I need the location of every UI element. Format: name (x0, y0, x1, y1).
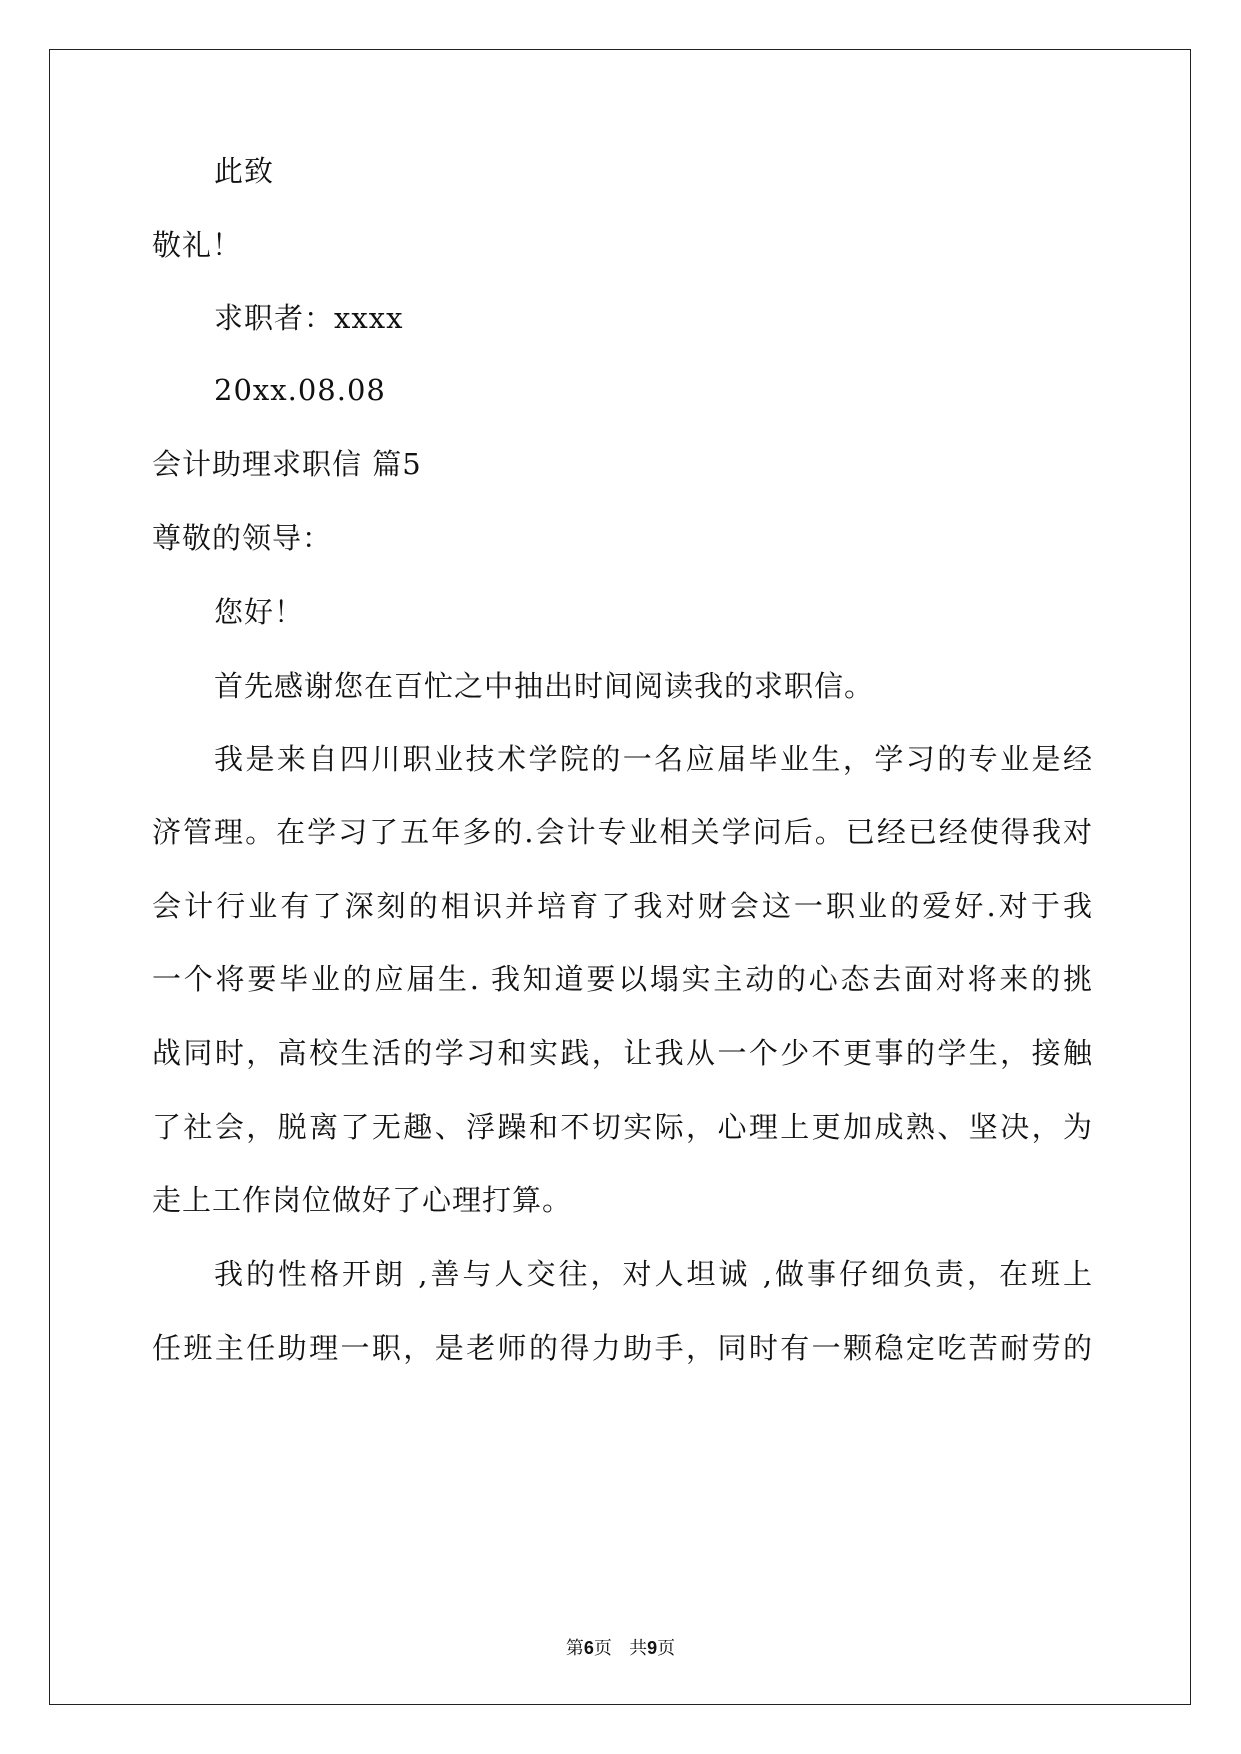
page-current: 6 (583, 1638, 594, 1658)
paragraph-2-line: 会计行业有了深刻的相识并培育了我对财会这一职业的爱好.对于我 (152, 889, 1092, 923)
page-prefix: 第 (565, 1638, 584, 1659)
section-heading: 会计助理求职信 篇5 (152, 447, 422, 481)
closing-line-1: 此致 (214, 154, 275, 188)
page-total: 9 (647, 1638, 658, 1658)
paragraph-2-line: 我是来自四川职业技术学院的一名应届毕业生，学习的专业是经 (214, 742, 1092, 776)
greeting: 您好！ (214, 595, 305, 629)
closing-line-2: 敬礼！ (152, 228, 243, 262)
page-footer (0, 1636, 1241, 1661)
paragraph-1: 首先感谢您在百忙之中抽出时间阅读我的求职信。 (214, 669, 875, 703)
paragraph-3-line: 任班主任助理一职，是老师的得力助手，同时有一颗稳定吃苦耐劳的 (152, 1331, 1092, 1365)
salutation: 尊敬的领导： (152, 521, 333, 555)
signature-line: 求职者：xxxx (214, 301, 404, 335)
paragraph-2-line: 走上工作岗位做好了心理打算。 (152, 1183, 573, 1217)
paragraph-2-line: 战同时，高校生活的学习和实践，让我从一个少不更事的学生，接触 (152, 1036, 1092, 1070)
total-suffix: 页 (657, 1638, 676, 1659)
total-prefix: 共 (629, 1638, 648, 1659)
page-suffix: 页 (593, 1638, 612, 1659)
date-line: 20xx.08.08 (214, 373, 386, 407)
paragraph-2-line: 济管理。在学习了五年多的.会计专业相关学问后。已经已经使得我对 (152, 815, 1092, 849)
paragraph-2-line: 一个将要毕业的应届生. 我知道要以塌实主动的心态去面对将来的挑 (152, 962, 1092, 996)
paragraph-2-line: 了社会，脱离了无趣、浮躁和不切实际，心理上更加成熟、坚决，为 (152, 1110, 1092, 1144)
paragraph-3-line: 我的性格开朗 ,善与人交往，对人坦诚 ,做事仔细负责，在班上 (214, 1257, 1092, 1291)
page-border (49, 49, 1191, 1705)
